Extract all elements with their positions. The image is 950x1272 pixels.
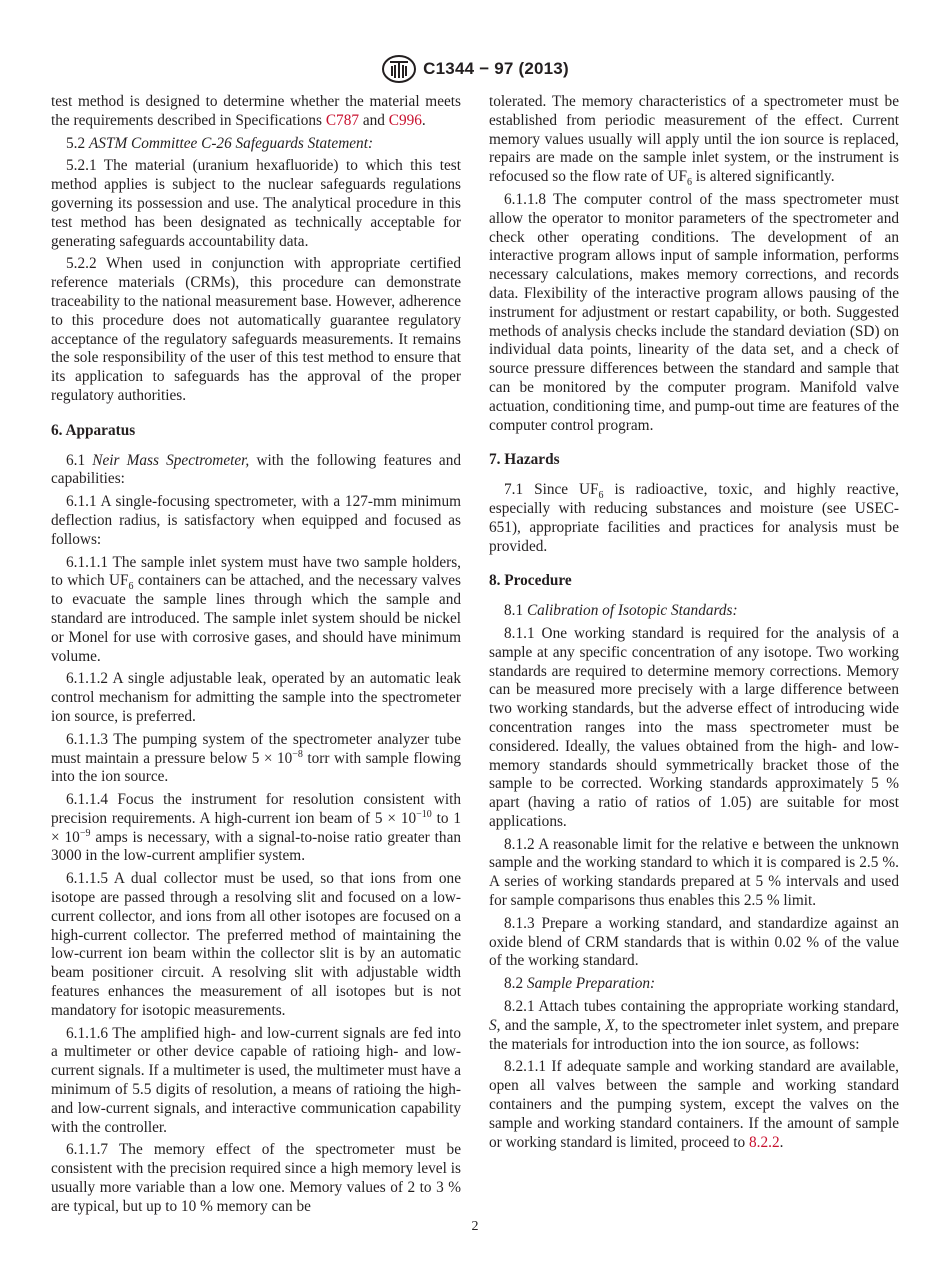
- heading-procedure: 8. Procedure: [489, 572, 572, 590]
- section-8-1-1: 8.1.1 One working standard is required for the analysis of a sample at any specific concentration of any isotope. Two working standards are required to determine memory corrections. Memory can be measured more precisely with a large difference between two working standards, but the adverse effect of introducing wide concentration ranges into the mass spectrometer must be considered. Ideally, the values obtained from the high- and low-memory standards should symmetrically bracket those of the sample to be corrected. Working standards approximately 5 % apart (having a ratio of ratios of 1.05) are suitable for most applications.: [489, 624, 899, 830]
- section-6-1-1-1: 6.1.1.1 The sample inlet system must have two sample holders, to which $UF_6$ containers can be attached, and the necessary valves to evacuate the sample lines through which the sample and standard are introduced. The sample inlet system should be nickel or Monel for use with corrosive gases, and should have minimum volume.: [51, 553, 461, 665]
- link-8-2-2[interactable]: 8.2.2: [749, 1133, 780, 1151]
- section-8-2-1: 8.2.1 Attach tubes containing the appropriate working standard, S, and the sample, X, to the spectrometer inlet system, and prepare the materials for introduction into the ion source, as follows:: [489, 998, 899, 1053]
- section-7-1: 7.1 Since $UF_6$ is radioactive, toxic, and highly reactive, especially with reducing substances and moisture (see USEC-651), appropriate facilities and practices for analysis must be provided.: [489, 481, 899, 555]
- link-c787[interactable]: C787: [325, 111, 359, 129]
- section-6-1: 6.1 Neir Mass Spectrometer, with the following features and capabilities:: [51, 451, 461, 488]
- section-5-2-2: 5.2.2 When used in conjunction with appropriate certified reference materials (CRMs), this procedure can demonstrate traceability to the national measurement base. However, adherence to this procedure does not automatically guarantee regulatory acceptance of the regulatory safeguards measurements. It remains the sole responsibility of the user of this test method to ensure that its application to safeguards has the approval of the proper regulatory authorities.: [51, 255, 461, 404]
- section-6-1-1: 6.1.1 A single-focusing spectrometer, with a 127-mm minimum deflection radius, is satisfactory when equipped and focused as follows:: [51, 493, 461, 548]
- left-column: [51, 93, 461, 1221]
- section-8-1-2: 8.1.2 A reasonable limit for the relative e between the unknown sample and the working standard to which it is compared is 2.5 %. A series of working standards prepared at 5 % intervals and used for sample comparisons thus enables this 2.5 % limit.: [489, 835, 899, 910]
- paragraph-continued-right: tolerated. The memory characteristics of a spectrometer must be established from periodic measurement of the effect. Current memory values usually will apply until the ion source is replaced, repairs are made on the sample inlet system, or the instrument is refocused so the flow rate of $UF_6$ is altered significantly.: [489, 93, 899, 189]
- page-number: 2: [471, 1219, 479, 1234]
- page-header: [0, 52, 950, 86]
- section-5-2: 5.2 ASTM Committee C-26 Safeguards Statement:: [66, 134, 374, 152]
- link-c996[interactable]: C996: [388, 111, 422, 129]
- section-8-1-3: 8.1.3 Prepare a working standard, and standardize against an oxide blend of CRM standards that is within 0.02 % of the value of the working standard.: [489, 914, 899, 970]
- section-6-1-1-5: 6.1.1.5 A dual collector must be used, so that ions from one isotope are passed through a resolving slit and focused on a low-current collector, and ions from all other isotopes are focused on a high-current collector. The preferred method of maintaining the low-current ion beam within the collector slit is by an automatic beam positioner circuit. A resolving slit with adjustable width features enhances the measurement of all isotopes but is not mandatory for isotopic measurements.: [51, 870, 461, 1019]
- heading-hazards: 7. Hazards: [489, 451, 560, 469]
- heading-apparatus: 6. Apparatus: [51, 421, 136, 439]
- section-8-2-1-1: 8.2.1.1 If adequate sample and working standard are available, open all valves between the sample and working standard containers and the pumping system, except the valves on the sample and working standard containers. If the amount of sample or working standard is limited, proceed to 8.2.2.: [489, 1058, 899, 1151]
- section-5-2-1: 5.2.1 The material (uranium hexafluoride) to which this test method applies is subject to the nuclear safeguards regulations governing its possession and use. The analytical procedure in this test method has been designated as technically acceptable for generating safeguards accountability data.: [51, 157, 461, 250]
- section-6-1-1-6: 6.1.1.6 The amplified high- and low-current signals are fed into a multimeter or other device capable of ratioing high- and low-current signals. If a multimeter is used, the multimeter must have a minimum of 5.5 digits of resolution, a means of ratioing the high- and low-current signals, and interactive communication capability with the controller.: [51, 1024, 461, 1136]
- section-6-1-1-8: 6.1.1.8 The computer control of the mass spectrometer must allow the operator to monitor parameters of the spectrometer and check other operating conditions. The development of an interactive program allows input of sample information, performs necessary calculations, makes memory corrections, and records data. Flexibility of the interactive program allows pausing of the instrument for adjustment or restart capability, or both. Suggested methods of analysis checks include the standard deviation (SD) on individual data points, linearity of the data set, and a check of source pressure differences between the standard and sample that can be monitored by the computer program. Manifold valve actuation, conditioning time, and pump-out time are features of the computer control program.: [489, 190, 899, 434]
- paragraph-continued: test method is designed to determine whether the material meets the requirements described in Specifications C787 and C996.: [51, 93, 461, 129]
- section-8-1: 8.1 Calibration of Isotopic Standards:: [504, 602, 738, 620]
- right-column: [489, 93, 899, 1156]
- astm-logo-icon: [381, 54, 417, 84]
- section-8-2: 8.2 Sample Preparation:: [504, 975, 656, 993]
- section-6-1-1-3: 6.1.1.3 The pumping system of the spectrometer analyzer tube must maintain a pressure below $5 \times 10^{-8}$ torr with sample flowing into the ion source.: [51, 730, 461, 786]
- section-6-1-1-4: 6.1.1.4 Focus the instrument for resolution consistent with precision requirements. A high-current ion beam of $5 \times 10^{-10}$ to $1 \times 10^{-9}$ amps is necessary, with a signal-to-noise ratio greater than 3000 in the low-current amplifier system.: [51, 791, 462, 865]
- document-id: C1344 − 97 (2013): [423, 59, 569, 78]
- section-6-1-1-2: 6.1.1.2 A single adjustable leak, operated by an automatic leak control mechanism for admitting the sample into the spectrometer ion source, is preferred.: [51, 670, 461, 725]
- section-6-1-1-7: 6.1.1.7 The memory effect of the spectrometer must be consistent with the precision required since a high memory level is usually more variable than a low one. Memory values of 2 to 3 % are typical, but up to 10 % memory can be: [51, 1141, 461, 1215]
